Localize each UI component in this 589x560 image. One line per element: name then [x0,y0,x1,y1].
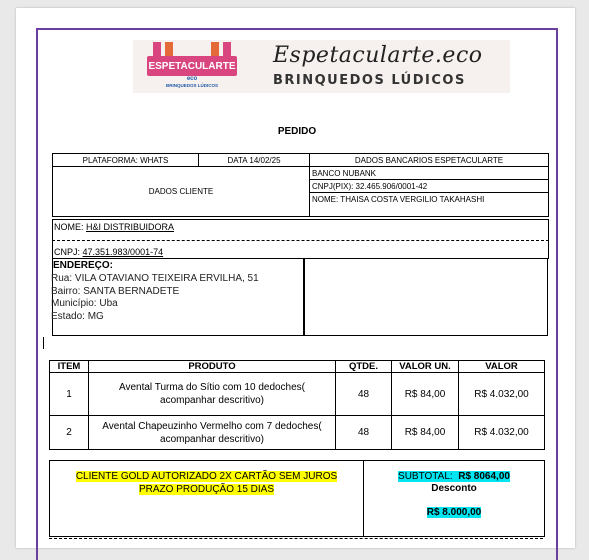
address-state: Estado: MG [51,310,104,322]
brand-name: Espetacularte.eco [273,43,483,68]
row-item: 2 [50,416,89,450]
subtotal-value: R$ 8064,00 [458,471,510,482]
plataforma-cell: PLATAFORMA: WHATS [53,154,199,167]
client-name-label: NOME: [54,222,87,232]
row-qtde: 48 [336,373,392,416]
brand-tagline: BRINQUEDOS LÚDICOS [273,73,466,88]
row-produto: Avental Turma do Sítio com 10 dedoches( acompanhar descritivo) [89,373,336,416]
client-name-row [52,219,549,241]
address-street: Rua: VILA OTAVIANO TEIXEIRA ERVILHA, 51 [51,273,259,284]
logo-mark-line3: BRINQUEDOS LÚDICOS [165,83,219,88]
row-valor-un: R$ 84,00 [392,373,459,416]
total-value: R$ 8.000,00 [426,507,482,518]
text-cursor [43,337,44,349]
row-qtde: 48 [336,416,392,450]
row-valor: R$ 4.032,00 [459,373,545,416]
client-data-header: DADOS CLIENTE [53,167,310,217]
logo-mark-line1: ESPETACULARTE [148,61,236,72]
address-label: ENDEREÇO: [53,260,114,271]
order-info-table [52,153,549,217]
col-header-qtde: QTDE. [336,361,392,373]
discount-label: Desconto [431,483,477,494]
col-header-valor: VALOR [459,361,545,373]
logo-banner [133,40,510,93]
client-name-value: H&I DISTRIBUIDORA [86,222,175,232]
row-valor: R$ 4.032,00 [459,416,545,450]
table-row [50,373,545,416]
next-section-border [49,538,543,540]
client-cnpj-value: 47.351.983/0001-74 [82,247,164,257]
brand-logo-icon [147,42,237,90]
address-city: Município: Uba [51,298,118,309]
data-cell: DATA 14/02/25 [199,154,310,167]
row-item: 1 [50,373,89,416]
client-cnpj-row [52,240,549,259]
col-header-valor-un: VALOR UN. [392,361,459,373]
bank-name: BANCO NUBANK [310,167,549,180]
bank-account-holder: NOME: THAISA COSTA VERGILIO TAKAHASHI [310,193,549,217]
document-page [16,8,575,548]
col-header-item: ITEM [50,361,89,373]
page-border [36,28,558,560]
bank-details-header: DADOS BANCARIOS ESPETACULARTE [310,154,549,167]
address-district: Bairro: SANTA BERNADETE [51,285,180,297]
subtotal-label: SUBTOTAL: [398,471,453,482]
row-valor-un: R$ 84,00 [392,416,459,450]
bank-cnpj-pix: CNPJ(PIX): 32.465.906/0001-42 [310,180,549,193]
client-cnpj-label: CNPJ: [54,247,83,257]
logo-mark-line2: eco [186,76,198,82]
document-title: PEDIDO [277,126,317,137]
row-produto: Avental Chapeuzinho Vermelho com 7 dedoches( acompanhar descritivo) [89,416,336,450]
summary-block [49,460,545,537]
table-row [50,416,545,450]
payment-note: CLIENTE GOLD AUTORIZADO 2X CARTÃO SEM JUROS [75,471,338,482]
address-blank-block [303,258,548,336]
address-block [52,258,305,336]
items-table [49,360,545,450]
production-note: PRAZO PRODUÇÃO 15 DIAS [138,484,275,495]
col-header-produto: PRODUTO [89,361,336,373]
